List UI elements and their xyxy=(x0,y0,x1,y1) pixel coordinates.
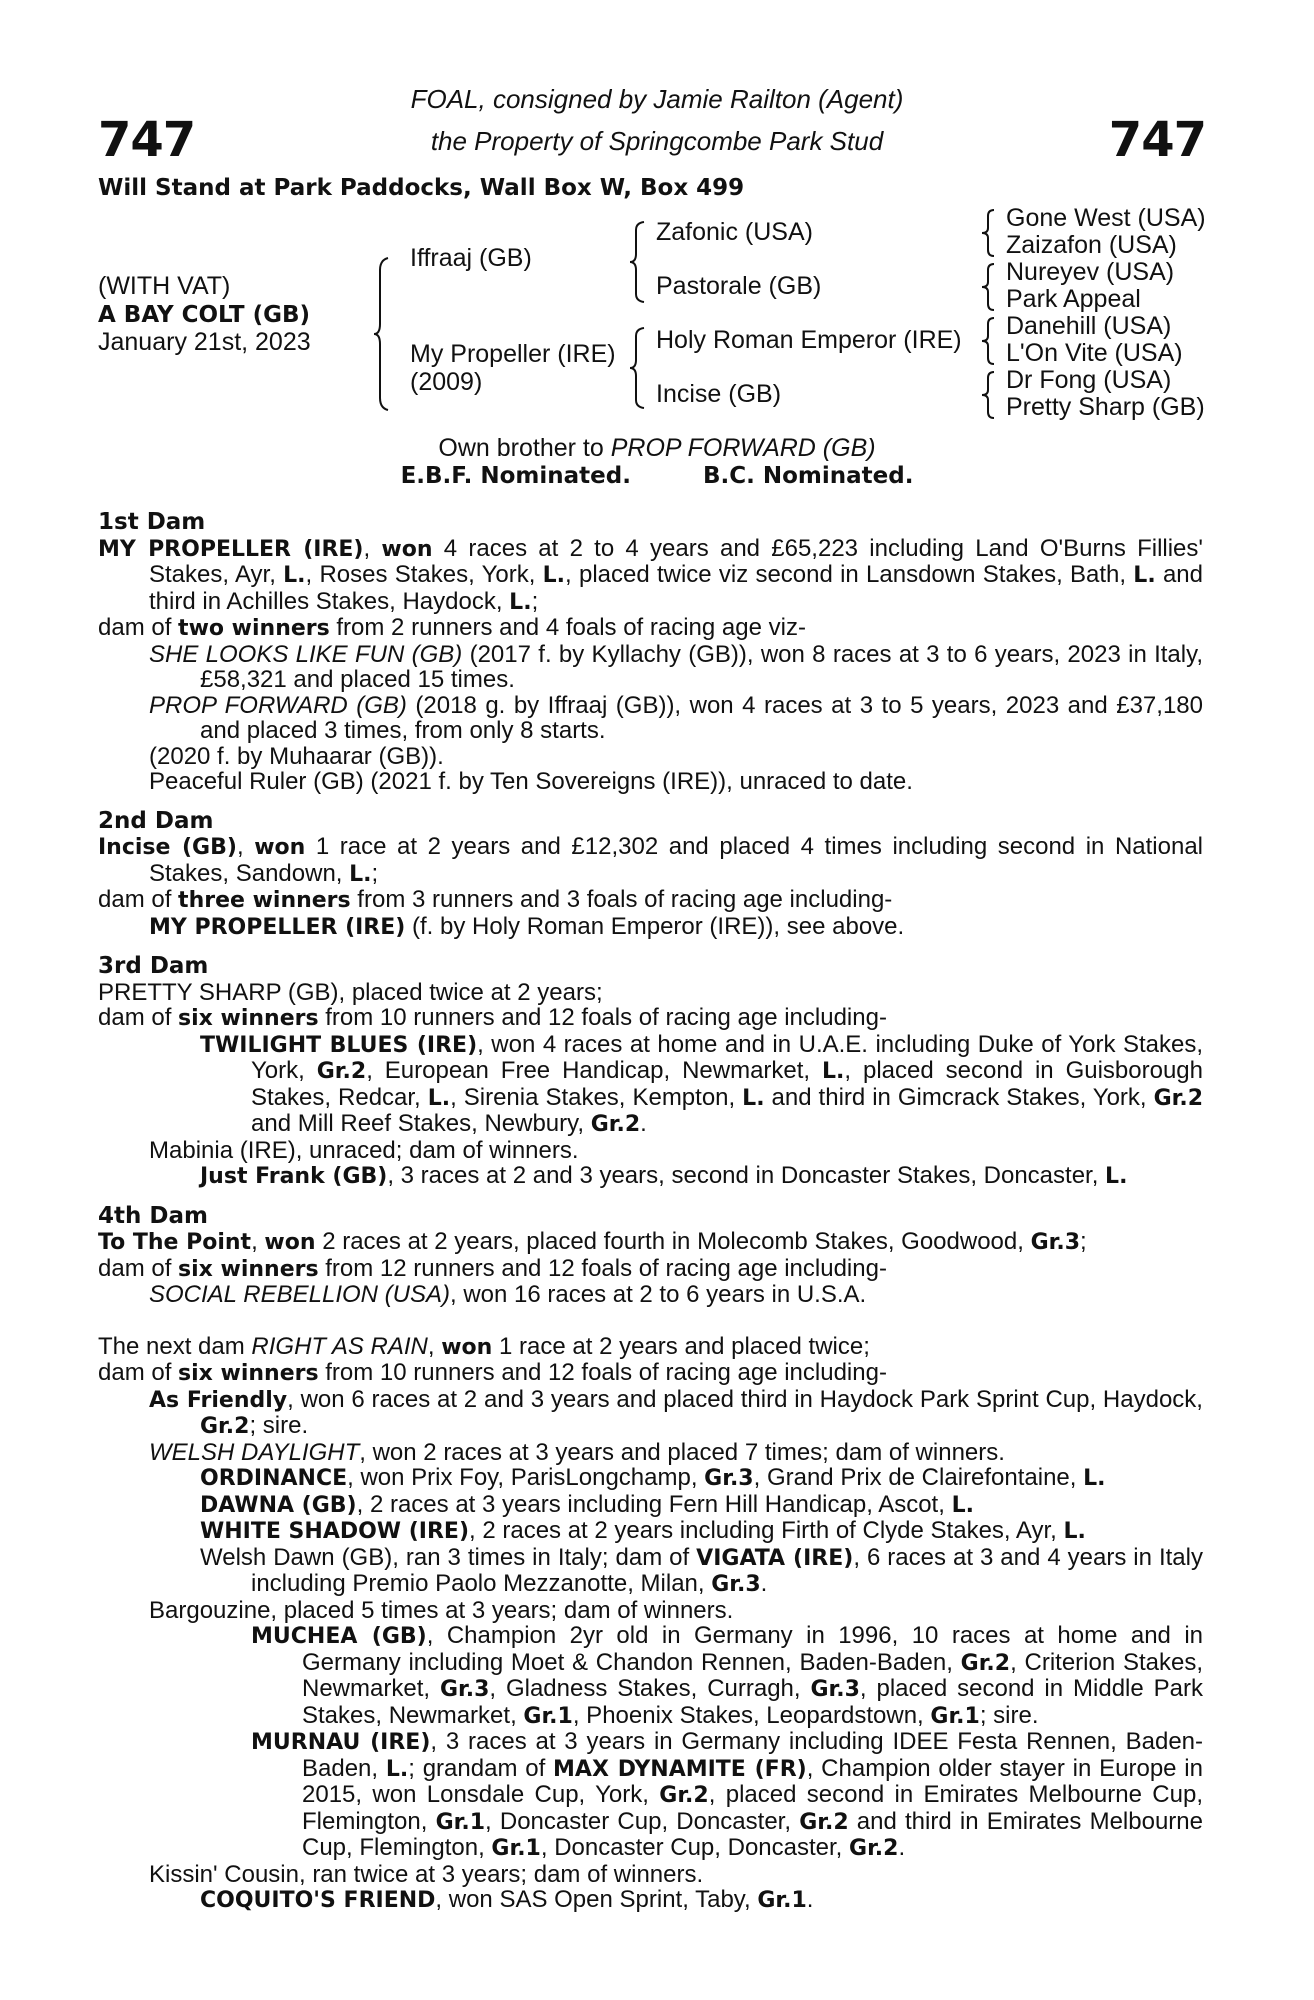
text-run: 4 races at 2 to 4 years and £65,223 including Land O'Burns Fillies' Stakes, Ayr, xyxy=(149,534,1203,588)
text-run: , 6 races at 3 and 4 years in Italy including Premio Paolo Mezzanotte, Milan, xyxy=(251,1543,1203,1597)
text-run: dam of xyxy=(98,614,179,641)
progeny-entry xyxy=(98,642,1203,693)
bold-text: three winners xyxy=(178,888,351,913)
text-run: Own brother to xyxy=(438,434,611,462)
text-run: ; xyxy=(371,859,379,887)
text-run: from 12 runners and 12 foals of racing age including- xyxy=(318,1254,887,1282)
text-run: ; grandam of xyxy=(408,1754,554,1782)
text-run: , Grand Prix de Clairefontaine, xyxy=(753,1464,1084,1491)
ggp-4: Park Appeal xyxy=(1006,285,1141,313)
text-run: , won 6 races at 2 and 3 years and placed third in Haydock Park Sprint Cup, Haydock, xyxy=(287,1385,1203,1413)
bold-text: VIGATA (IRE) xyxy=(696,1545,854,1571)
progeny-entry xyxy=(98,1282,1203,1308)
text-run: ; xyxy=(531,587,539,615)
text-run: , won 16 races at 2 to 6 years in U.S.A. xyxy=(449,1281,867,1308)
dam-year: (2009) xyxy=(410,368,483,396)
lot-number-left: 747 xyxy=(98,112,196,168)
brace-dam xyxy=(630,326,648,410)
bold-text: ORDINANCE xyxy=(200,1466,348,1491)
brace-g78 xyxy=(982,370,998,420)
bold-text: six winners xyxy=(178,1361,319,1386)
bold-text: MAX DYNAMITE (FR) xyxy=(553,1756,807,1782)
bold-text: DAWNA (GB) xyxy=(200,1492,357,1518)
text-run: , placed second in Middle Park Stakes, Newmarket, xyxy=(302,1675,1203,1729)
text-run: ; sire. xyxy=(249,1412,309,1439)
lot-number-right: 747 xyxy=(1108,112,1206,168)
text-run: , won SAS Open Sprint, Taby, xyxy=(435,1886,758,1913)
bold-text: Gr.3 xyxy=(1030,1230,1081,1255)
bold-text: Gr.2 xyxy=(799,1809,849,1835)
bold-text: L. xyxy=(283,563,306,588)
text-run: (2018 g. by Iffraaj (GB)), won 4 races at 3 to 5 years, 2023 and £37,180 and placed 3 times, from only 8 starts. xyxy=(200,691,1203,744)
bold-text: Gr.2 xyxy=(659,1783,709,1808)
dam-sire-name: Holy Roman Emperor (IRE) xyxy=(656,326,962,354)
text-run: , Criterion Stakes, Newmarket, xyxy=(302,1648,1203,1702)
italic-text: PROP FORWARD (GB) xyxy=(149,691,407,719)
bold-text: L. xyxy=(742,1085,765,1111)
ggp-7: Dr Fong (USA) xyxy=(1006,366,1172,394)
text-run: , xyxy=(363,534,382,562)
bold-text: L. xyxy=(349,861,372,887)
text-run: , placed second in Emirates Melbourne Cup, Flemington, xyxy=(302,1781,1203,1835)
text-run: , Roses Stakes, York, xyxy=(305,561,543,588)
bold-text: Gr.3 xyxy=(439,1677,490,1702)
text-run: , Phoenix Stakes, Leopardstown, xyxy=(572,1701,931,1729)
text-run: , Gladness Stakes, Curragh, xyxy=(489,1675,811,1702)
bold-text: TWILIGHT BLUES (IRE) xyxy=(200,1032,478,1058)
text-run: from 3 runners and 3 foals of racing age including- xyxy=(350,886,893,913)
text-run: , placed second in Guisborough Stakes, Redcar, xyxy=(251,1057,1203,1111)
bold-text: six winners xyxy=(178,1256,319,1282)
section-heading: 2nd Dam xyxy=(98,807,214,834)
lot-name-text: A BAY COLT (GB) xyxy=(98,302,311,328)
progeny-entry xyxy=(98,1163,1203,1190)
bold-text: L. xyxy=(1083,1466,1106,1491)
bold-text: won xyxy=(254,835,306,860)
sire-dam-name: Pastorale (GB) xyxy=(656,272,822,300)
italic-text: RIGHT AS RAIN xyxy=(251,1332,428,1360)
lot-name xyxy=(98,300,310,329)
dam-name: My Propeller (IRE) xyxy=(410,340,616,368)
bold-text: Gr.2 xyxy=(200,1414,250,1439)
text-run: , xyxy=(236,833,255,860)
text-run: and Mill Reef Stakes, Newbury, xyxy=(251,1110,591,1137)
text-run: , won 2 races at 3 years and placed 7 times; dam of winners. xyxy=(359,1438,1005,1466)
progeny-entry: Bargouzine, placed 5 times at 3 years; dam of winners. xyxy=(149,1596,734,1624)
dam-record xyxy=(98,1229,1203,1256)
text-run: dam of xyxy=(98,886,179,913)
progeny-entry: Mabinia (IRE), unraced; dam of winners. xyxy=(149,1136,579,1164)
text-run: 2 races at 2 years, placed fourth in Molecomb Stakes, Goodwood, xyxy=(315,1228,1031,1255)
italic-text: SHE LOOKS LIKE FUN (GB) xyxy=(149,640,463,668)
text-run: , xyxy=(251,1228,265,1255)
bold-text: won xyxy=(381,536,433,562)
own-brother-note xyxy=(0,434,1314,463)
bold-text: Gr.1 xyxy=(491,1836,541,1861)
progeny-entry xyxy=(98,1545,1203,1598)
text-run: (2017 f. by Kyllachy (GB)), won 8 races at 3 to 6 years, 2023 in Italy, £58,321 and placed 15 times. xyxy=(200,640,1204,693)
bold-text: Gr.1 xyxy=(435,1809,486,1835)
text-run: , Champion older stayer in Europe in 2015, won Lonsdale Cup, York, xyxy=(302,1754,1203,1808)
bold-text: Gr.2 xyxy=(590,1112,641,1137)
bc-nominated: B.C. Nominated. xyxy=(702,463,914,489)
text-run: dam of xyxy=(98,1254,179,1282)
brace-sire xyxy=(630,220,648,304)
brace-g12 xyxy=(982,208,998,258)
text-run: , Champion 2yr old in Germany in 1996, 10 races at home and in Germany including Moet & Chandon Rennen, Baden-Baden, xyxy=(302,1622,1203,1676)
text-run: , 3 races at 2 and 3 years, second in Doncaster Stakes, Doncaster, xyxy=(387,1162,1106,1189)
text-run: , Doncaster Cup, Doncaster, xyxy=(485,1807,800,1835)
text-run: , won 4 races at home and in U.A.E. including Duke of York Stakes, York, xyxy=(251,1030,1203,1084)
bold-text: L. xyxy=(1063,1519,1086,1544)
bold-text: Gr.1 xyxy=(757,1888,807,1913)
bold-text: Gr.3 xyxy=(704,1466,754,1491)
progeny-entry xyxy=(98,1887,1203,1914)
text-run: . xyxy=(898,1834,906,1861)
text-run: ; sire. xyxy=(979,1701,1039,1729)
dam-of-line xyxy=(98,887,1203,914)
bold-text: L. xyxy=(951,1492,974,1518)
italic-text: PROP FORWARD (GB) xyxy=(610,434,876,462)
ebf-nominated: E.B.F. Nominated. xyxy=(400,463,631,489)
progeny-entry xyxy=(98,1387,1203,1440)
text-run: and third in Gimcrack Stakes, York, xyxy=(764,1083,1154,1111)
text-run: , 3 races at 3 years in Germany including IDEE Festa Rennen, Baden-Baden, xyxy=(302,1728,1204,1782)
dam-of-line xyxy=(98,1256,1203,1283)
text-run: . xyxy=(806,1886,814,1913)
text-run: , Sirenia Stakes, Kempton, xyxy=(450,1083,743,1111)
section-heading: 4th Dam xyxy=(98,1202,208,1229)
progeny-entry: (2020 f. by Muhaarar (GB)). xyxy=(149,742,444,770)
bold-text: L. xyxy=(385,1756,409,1782)
bold-text: MY PROPELLER (IRE) xyxy=(98,536,364,562)
progeny-entry xyxy=(98,914,1203,941)
text-run: dam of xyxy=(98,1004,179,1031)
bold-text: Gr.2 xyxy=(1153,1085,1204,1111)
text-run: , placed twice viz second in Lansdown Stakes, Bath, xyxy=(565,561,1134,588)
dam-record xyxy=(98,536,1203,616)
dam-of-line xyxy=(98,1360,1203,1387)
dam-of-line xyxy=(98,615,1203,642)
bold-text: won xyxy=(264,1230,316,1255)
text-run: , European Free Handicap, Newmarket, xyxy=(366,1057,823,1084)
text-run: from 10 runners and 12 foals of racing age including- xyxy=(318,1004,887,1031)
bold-text: MURNAU (IRE) xyxy=(251,1730,431,1755)
property-line: the Property of Springcombe Park Stud xyxy=(430,126,884,156)
bold-text: Gr.2 xyxy=(316,1059,367,1084)
brace-main xyxy=(374,256,394,412)
dam-record xyxy=(98,834,1203,887)
bold-text: As Friendly xyxy=(149,1387,288,1413)
text-run: , xyxy=(427,1332,442,1360)
text-run: from 2 runners and 4 foals of racing age viz- xyxy=(329,614,806,641)
text-run: . xyxy=(640,1110,647,1137)
ggp-2: Zaizafon (USA) xyxy=(1006,231,1177,259)
section-heading: 1st Dam xyxy=(98,509,206,535)
progeny-entry xyxy=(98,1518,1203,1545)
bold-text: L. xyxy=(542,563,566,588)
bold-text: L. xyxy=(822,1059,845,1084)
consignor-line: FOAL, consigned by Jamie Railton (Agent) xyxy=(410,84,904,114)
ggp-8: Pretty Sharp (GB) xyxy=(1006,393,1205,421)
brace-g34 xyxy=(982,262,998,312)
text-run: dam of xyxy=(98,1359,179,1386)
text-run: (f. by Holy Roman Emperor (IRE)), see above. xyxy=(405,912,905,940)
text-run: , 2 races at 3 years including Fern Hill Handicap, Ascot, xyxy=(356,1490,952,1518)
bold-text: COQUITO'S FRIEND xyxy=(200,1888,436,1913)
ggp-1: Gone West (USA) xyxy=(1006,204,1206,232)
nominations xyxy=(0,461,1314,490)
bold-text: Gr.3 xyxy=(711,1572,761,1597)
produce-record xyxy=(98,510,1203,1914)
next-dam-record xyxy=(98,1334,1203,1361)
bold-text: Gr.3 xyxy=(810,1677,860,1702)
bold-text: won xyxy=(441,1334,493,1360)
stand-location: Will Stand at Park Paddocks, Wall Box W, Box 499 xyxy=(98,175,745,201)
bold-text: L. xyxy=(1105,1164,1128,1189)
bold-text: Gr.1 xyxy=(523,1703,573,1729)
text-run: , won Prix Foy, ParisLongchamp, xyxy=(347,1464,705,1491)
brace-g56 xyxy=(982,316,998,366)
vat-note: (WITH VAT) xyxy=(98,272,231,300)
dam-record: PRETTY SHARP (GB), placed twice at 2 years; xyxy=(98,978,603,1006)
bold-text: Just Frank (GB) xyxy=(200,1164,388,1189)
text-run: 1 race at 2 years and £12,302 and placed 4 times including second in National Stakes, Sandown, xyxy=(149,833,1204,887)
bold-text: To The Point xyxy=(98,1230,252,1255)
bold-text: Gr.1 xyxy=(930,1703,980,1729)
progeny-entry xyxy=(98,1729,1203,1862)
italic-text: WELSH DAYLIGHT xyxy=(149,1438,360,1466)
bold-text: WHITE SHADOW (IRE) xyxy=(200,1519,469,1544)
foaling-date: January 21st, 2023 xyxy=(98,328,311,356)
progeny-entry: Kissin' Cousin, ran twice at 3 years; dam of winners. xyxy=(149,1860,704,1888)
bold-text: Gr.2 xyxy=(960,1650,1011,1676)
ggp-5: Danehill (USA) xyxy=(1006,312,1172,340)
progeny-entry: Peaceful Ruler (GB) (2021 f. by Ten Sovereigns (IRE)), unraced to date. xyxy=(149,768,913,795)
text-run: , 2 races at 2 years including Firth of Clyde Stakes, Ayr, xyxy=(469,1517,1064,1544)
text-run: . xyxy=(760,1570,768,1597)
dam-of-line xyxy=(98,1005,1203,1032)
progeny-entry xyxy=(98,1465,1203,1492)
bold-text: MY PROPELLER (IRE) xyxy=(149,914,406,940)
progeny-entry xyxy=(98,1440,1203,1466)
bold-text: Gr.2 xyxy=(849,1836,899,1861)
section-heading: 3rd Dam xyxy=(98,953,209,979)
text-run: and third in Achilles Stakes, Haydock, xyxy=(149,561,1203,615)
bold-text: L. xyxy=(427,1085,451,1111)
progeny-entry xyxy=(98,1032,1203,1138)
text-run: ; xyxy=(1080,1228,1087,1255)
bold-text: two winners xyxy=(178,616,330,641)
text-run: from 10 runners and 12 foals of racing age including- xyxy=(318,1359,887,1386)
bold-text: six winners xyxy=(178,1006,319,1031)
progeny-entry xyxy=(98,1492,1203,1519)
text-run: and third in Emirates Melbourne Cup, Flemington, xyxy=(302,1807,1203,1861)
bold-text: L. xyxy=(1133,563,1156,588)
sire-name: Iffraaj (GB) xyxy=(410,244,532,272)
bold-text: MUCHEA (GB) xyxy=(251,1624,427,1649)
ggp-6: L'On Vite (USA) xyxy=(1006,339,1183,367)
ggp-3: Nureyev (USA) xyxy=(1006,258,1175,286)
sire-sire-name: Zafonic (USA) xyxy=(656,218,813,246)
text-run: , Doncaster Cup, Doncaster, xyxy=(540,1834,850,1861)
text-run: 1 race at 2 years and placed twice; xyxy=(492,1332,870,1360)
text-run: Welsh Dawn (GB), ran 3 times in Italy; dam of xyxy=(200,1543,697,1571)
progeny-entry xyxy=(98,693,1203,744)
dam-dam-name: Incise (GB) xyxy=(656,380,782,408)
italic-text: SOCIAL REBELLION (USA) xyxy=(149,1281,450,1308)
bold-text: Incise (GB) xyxy=(98,835,237,860)
progeny-entry xyxy=(98,1623,1203,1729)
bold-text: L. xyxy=(509,589,532,615)
text-run: The next dam xyxy=(98,1332,252,1360)
